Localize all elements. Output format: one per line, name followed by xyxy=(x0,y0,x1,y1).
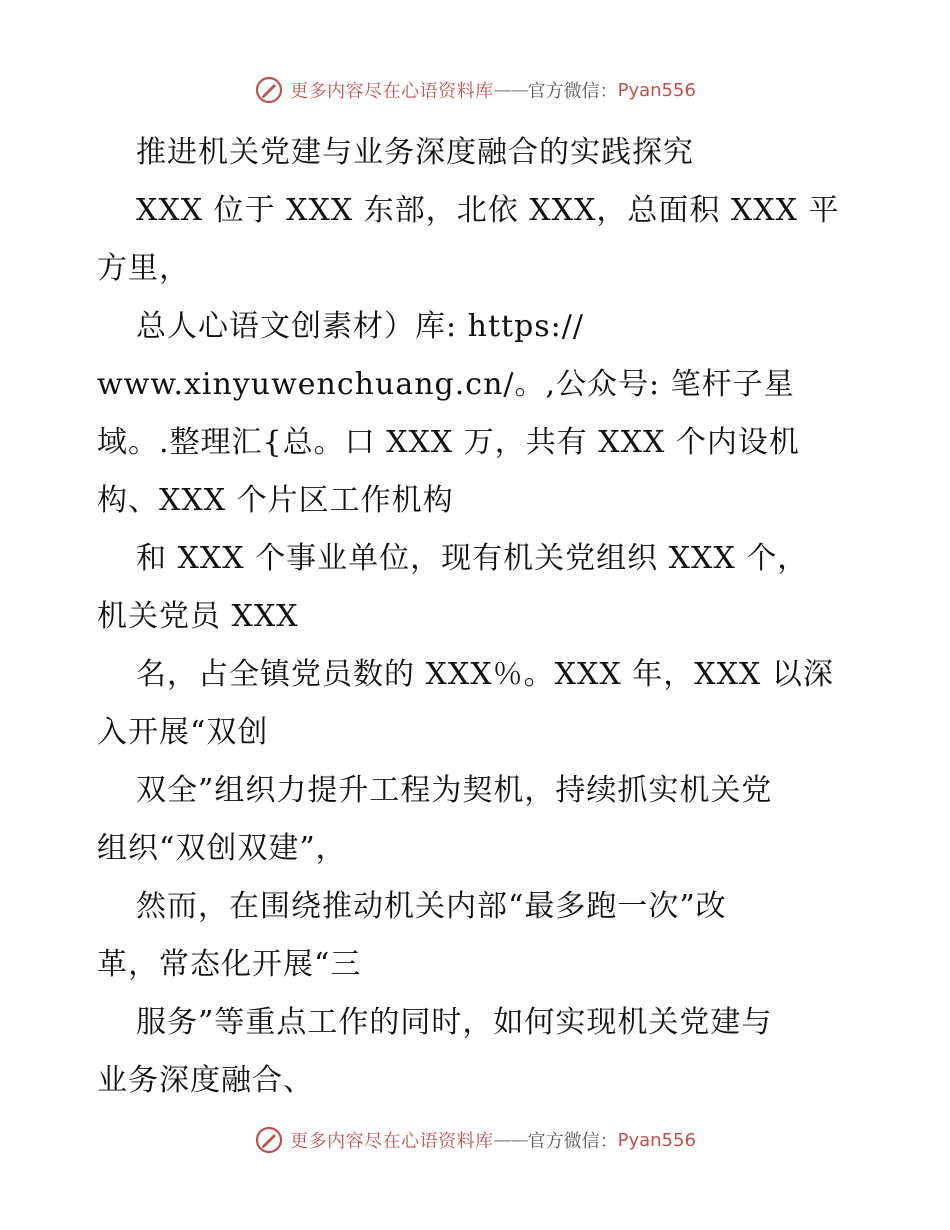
quill-seal-icon xyxy=(254,1125,284,1155)
banner-wechat-label: 官方微信： xyxy=(527,1131,618,1152)
document-body xyxy=(97,124,857,1110)
paragraph-line: 和 XXX 个事业单位，现有机关党组织 XXX 个， xyxy=(136,541,809,576)
banner-separator: —— xyxy=(493,1129,528,1151)
quill-seal-icon xyxy=(254,75,284,105)
paragraph-line: 机关党员 XXX xyxy=(97,599,299,634)
paragraph-line: 名，占全镇党员数的 XXX％。XXX 年，XXX 以深 xyxy=(136,657,834,692)
banner-brand-text: 更多内容尽在心语资料库 xyxy=(290,81,494,102)
paragraph-line: 方里， xyxy=(97,251,190,286)
header-banner xyxy=(0,70,950,110)
paragraph-line: 业务深度融合、 xyxy=(97,1063,314,1098)
paragraph-line: 然而，在围绕推动机关内部“最多跑一次”改 xyxy=(136,889,727,924)
footer-banner xyxy=(0,1120,950,1160)
paragraph-line: www.xinyuwenchuang.cn/。,公众号: 笔杆子星 xyxy=(97,367,795,402)
banner-wechat-id: Pyan556 xyxy=(617,79,696,101)
paragraph-line: 域。.整理汇{总。口 XXX 万，共有 XXX 个内设机 xyxy=(97,425,800,460)
paragraph-line: 双全”组织力提升工程为契机，持续抓实机关党 xyxy=(136,773,773,808)
document-title: 推进机关党建与业务深度融合的实践探究 xyxy=(136,135,694,170)
paragraph-line: 组织“双创双建”， xyxy=(97,831,347,866)
paragraph-line: 革，常态化开展“三 xyxy=(97,947,362,982)
banner-wechat-label: 官方微信： xyxy=(527,81,618,102)
banner-wechat-id: Pyan556 xyxy=(617,1129,696,1151)
paragraph-line: 入开展“双创 xyxy=(97,715,269,750)
banner-separator: —— xyxy=(493,79,528,101)
paragraph-line: 服务”等重点工作的同时，如何实现机关党建与 xyxy=(136,1005,773,1040)
paragraph-line: 总人心语文创素材）库: https:// xyxy=(136,309,584,344)
paragraph-line: 构、XXX 个片区工作机构 xyxy=(97,483,454,518)
banner-brand-text: 更多内容尽在心语资料库 xyxy=(290,1131,494,1152)
paragraph-line: XXX 位于 XXX 东部，北依 XXX，总面积 XXX 平 xyxy=(136,193,840,228)
